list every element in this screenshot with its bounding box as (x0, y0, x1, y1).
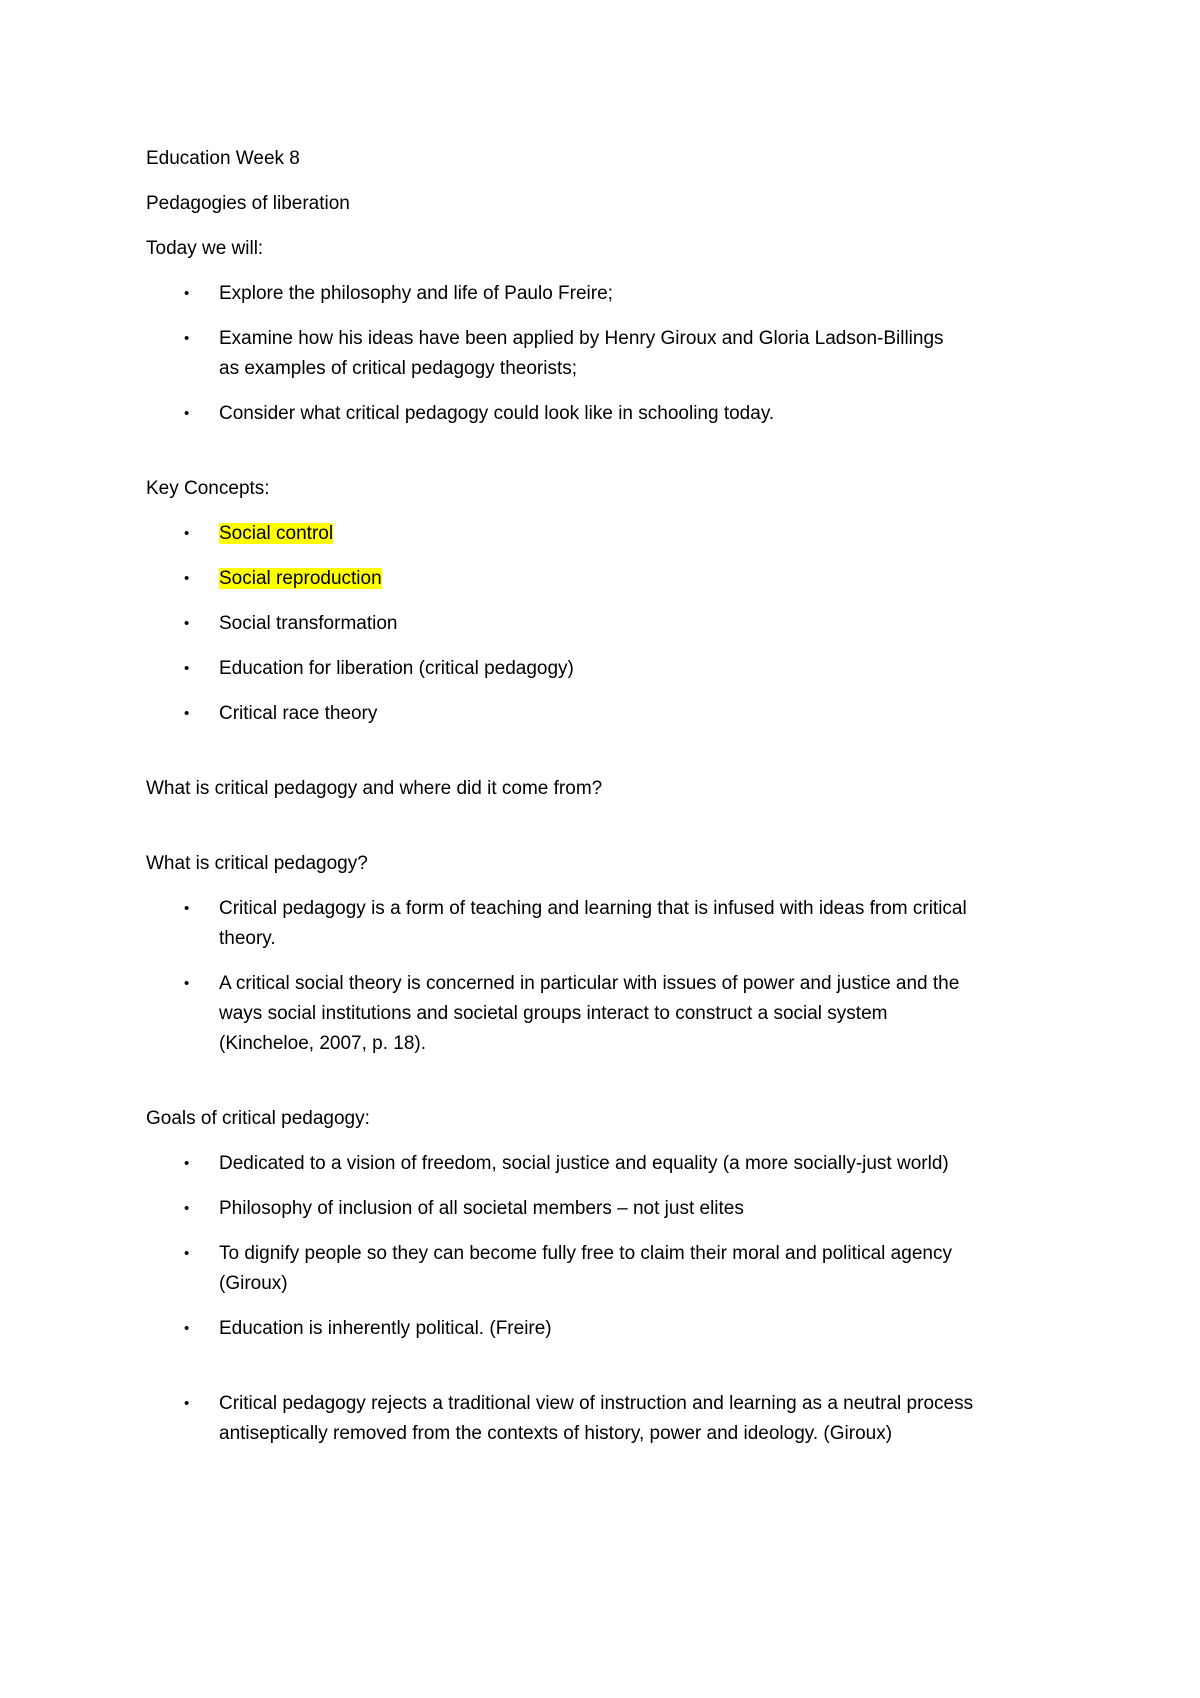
bullet-icon: • (184, 615, 190, 632)
list-item-text: Philosophy of inclusion of all societal members – not just elites (219, 1198, 744, 1219)
section-question: What is critical pedagogy? (146, 853, 368, 874)
list-item (146, 1314, 1046, 1344)
document-title: Education Week 8 (146, 148, 300, 169)
list-item (146, 399, 1046, 429)
list-item (146, 654, 1046, 684)
spacer (146, 819, 1046, 849)
bullet-icon: • (184, 1395, 190, 1412)
list-item (146, 969, 979, 1059)
goals-heading: Goals of critical pedagogy: (146, 1108, 370, 1129)
bullet-icon: • (184, 705, 190, 722)
document-subtitle: Pedagogies of liberation (146, 193, 350, 214)
key-concepts-list (146, 519, 1046, 729)
list-item (146, 609, 1046, 639)
list-item-text: A critical social theory is concerned in particular with issues of power and justice and the ways social institutions and societal groups interact to construct a social system (Kincheloe, 2007, p. 18). (219, 973, 960, 1054)
spacer (146, 744, 1046, 774)
bullet-icon: • (184, 975, 190, 992)
intro-list (146, 279, 1046, 429)
list-item (146, 279, 1046, 309)
list-item (146, 324, 951, 384)
list-item (146, 894, 979, 954)
highlighted-text: Social control (219, 523, 334, 544)
intro-text: Today we will: (146, 238, 264, 259)
list-item (146, 699, 1046, 729)
list-item (146, 1389, 979, 1449)
list-item-text: Social transformation (219, 613, 398, 634)
bullet-icon: • (184, 405, 190, 422)
bullet-icon: • (184, 525, 190, 542)
bullet-icon: • (184, 1320, 190, 1337)
spacer (146, 1074, 1046, 1104)
list-item-text: Dedicated to a vision of freedom, social justice and equality (a more socially-just world) (219, 1153, 949, 1174)
bullet-icon: • (184, 1200, 190, 1217)
list-item (146, 1194, 1046, 1224)
list-item-text: Critical pedagogy rejects a traditional view of instruction and learning as a neutral process antiseptically removed from the contexts of history, power and ideology. (Giroux) (219, 1393, 974, 1444)
bullet-icon: • (184, 1155, 190, 1172)
document-body (146, 144, 1046, 1464)
bullet-icon: • (184, 660, 190, 677)
bullet-icon: • (184, 570, 190, 587)
spacer (146, 1359, 1046, 1389)
list-item (146, 1149, 1046, 1179)
list-item-text: To dignify people so they can become fully free to claim their moral and political agency (Giroux) (219, 1243, 952, 1294)
section-question: What is critical pedagogy and where did it come from? (146, 778, 603, 799)
list-item-text: Critical pedagogy is a form of teaching and learning that is infused with ideas from critical theory. (219, 898, 967, 949)
highlighted-text: Social reproduction (219, 568, 382, 589)
bullet-icon: • (184, 330, 190, 347)
list-item-text: Education for liberation (critical pedagogy) (219, 658, 574, 679)
bullet-icon: • (184, 1245, 190, 1262)
list-item (146, 564, 1046, 594)
list-item-text: Critical race theory (219, 703, 378, 724)
list-item-text: Explore the philosophy and life of Paulo Freire; (219, 283, 613, 304)
bullet-icon: • (184, 285, 190, 302)
goals-list (146, 1149, 1046, 1344)
list-item-text: Examine how his ideas have been applied by Henry Giroux and Gloria Ladson-Billings as examples of critical pedagogy theorists; (219, 328, 944, 379)
final-list (146, 1389, 1046, 1449)
bullet-icon: • (184, 900, 190, 917)
spacer (146, 444, 1046, 474)
list-item (146, 1239, 959, 1299)
list-item-text: Education is inherently political. (Freire) (219, 1318, 552, 1339)
key-concepts-heading: Key Concepts: (146, 478, 270, 499)
definition-list (146, 894, 1046, 1059)
list-item (146, 519, 1046, 549)
list-item-text: Consider what critical pedagogy could look like in schooling today. (219, 403, 775, 424)
